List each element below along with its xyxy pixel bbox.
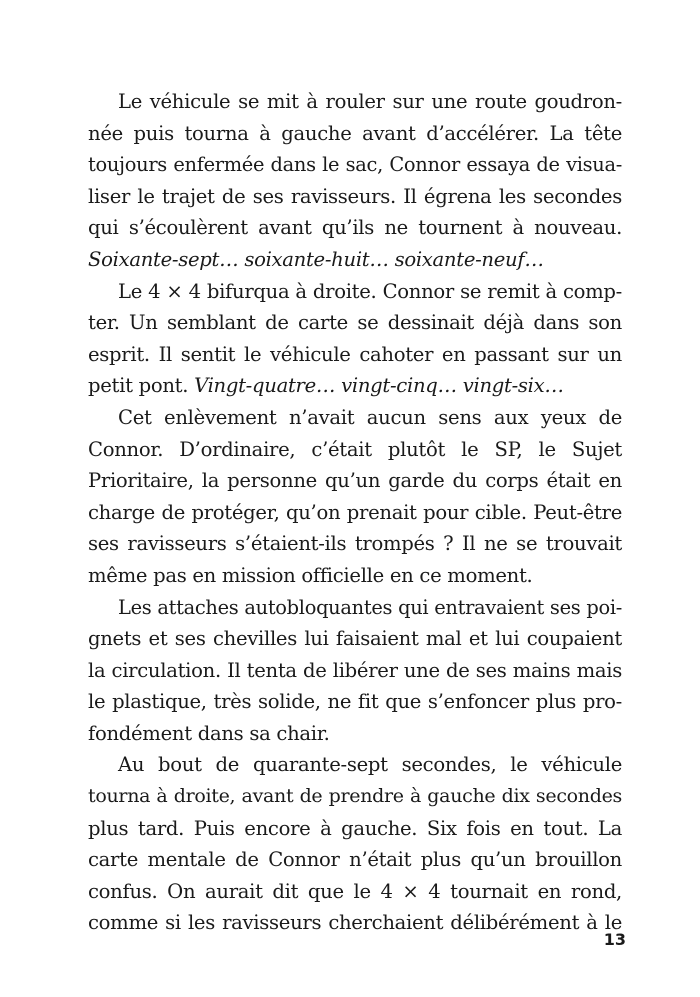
paragraph-3-line-4: charge de protéger, qu’on prenait pour cible. Peut-être <box>88 500 622 524</box>
paragraph-4-line-2: gnets et ses chevilles lui faisaient mal et lui coupaient <box>88 627 622 651</box>
paragraph-1-line-5: qui s’écoulèrent avant qu’ils ne tournent à nouveau. <box>88 216 622 240</box>
paragraph-3-line-5: ses ravisseurs s’étaient-ils trompés ? Il ne se trouvait <box>88 532 622 556</box>
paragraph-5-line-5: confus. On aurait dit que le 4 × 4 tournait en rond, <box>88 879 622 903</box>
paragraph-3-line-3: Prioritaire, la personne qu’un garde du corps était en <box>88 469 622 493</box>
paragraph-2-line-2: ter. Un semblant de carte se dessinait déjà dans son <box>88 311 622 335</box>
paragraph-1-line-2: née puis tourna à gauche avant d’accélérer. La tête <box>88 121 622 145</box>
paragraph-3-line-6: même pas en mission officielle en ce moment. <box>88 563 533 587</box>
book-page-body <box>88 86 622 939</box>
paragraph-5-line-6: comme si les ravisseurs cherchaient délibérément à le <box>88 911 622 935</box>
paragraph-1-line-6: Soixante-sept… soixante-huit… soixante-neuf… <box>88 247 544 271</box>
paragraph-5-line-2: tourna à droite, avant de prendre à gauche dix secondes <box>88 785 622 808</box>
paragraph-2-line-4-italic: Vingt-quatre… vingt-cinq… vingt-six… <box>194 374 564 398</box>
paragraph-2-line-3: esprit. Il sentit le véhicule cahoter en passant sur un <box>88 342 622 366</box>
paragraph-4-line-1: Les attaches autobloquantes qui entravaient ses poi- <box>118 595 622 619</box>
paragraph-2-line-4-roman: petit pont. <box>88 374 195 398</box>
paragraph-4-line-3: la circulation. Il tenta de libérer une de ses mains mais <box>88 658 622 682</box>
paragraph-2-line-4 <box>88 370 622 402</box>
paragraph-5-line-3: plus tard. Puis encore à gauche. Six fois en tout. La <box>88 816 622 840</box>
paragraph-4-line-4: le plastique, très solide, ne fit que s’enfoncer plus pro- <box>88 690 622 714</box>
paragraph-1-line-4: liser le trajet de ses ravisseurs. Il égrena les secondes <box>88 184 622 208</box>
paragraph-5-line-1: Au bout de quarante-sept secondes, le véhicule <box>118 753 622 777</box>
paragraph-3-line-2: Connor. D’ordinaire, c’était plutôt le SP, le Sujet <box>88 437 622 461</box>
paragraph-3-line-1: Cet enlèvement n’avait aucun sens aux yeux de <box>118 405 622 429</box>
page-number: 13 <box>603 930 626 949</box>
paragraph-2-line-1: Le 4 × 4 bifurqua à droite. Connor se remit à comp- <box>118 279 622 303</box>
paragraph-4-line-5: fondément dans sa chair. <box>88 721 330 745</box>
paragraph-1-line-3: toujours enfermée dans le sac, Connor essaya de visua- <box>88 153 622 177</box>
paragraph-1-line-1: Le véhicule se mit à rouler sur une route goudron- <box>118 90 622 113</box>
paragraph-5-line-4: carte mentale de Connor n’était plus qu’un brouillon <box>88 848 622 872</box>
